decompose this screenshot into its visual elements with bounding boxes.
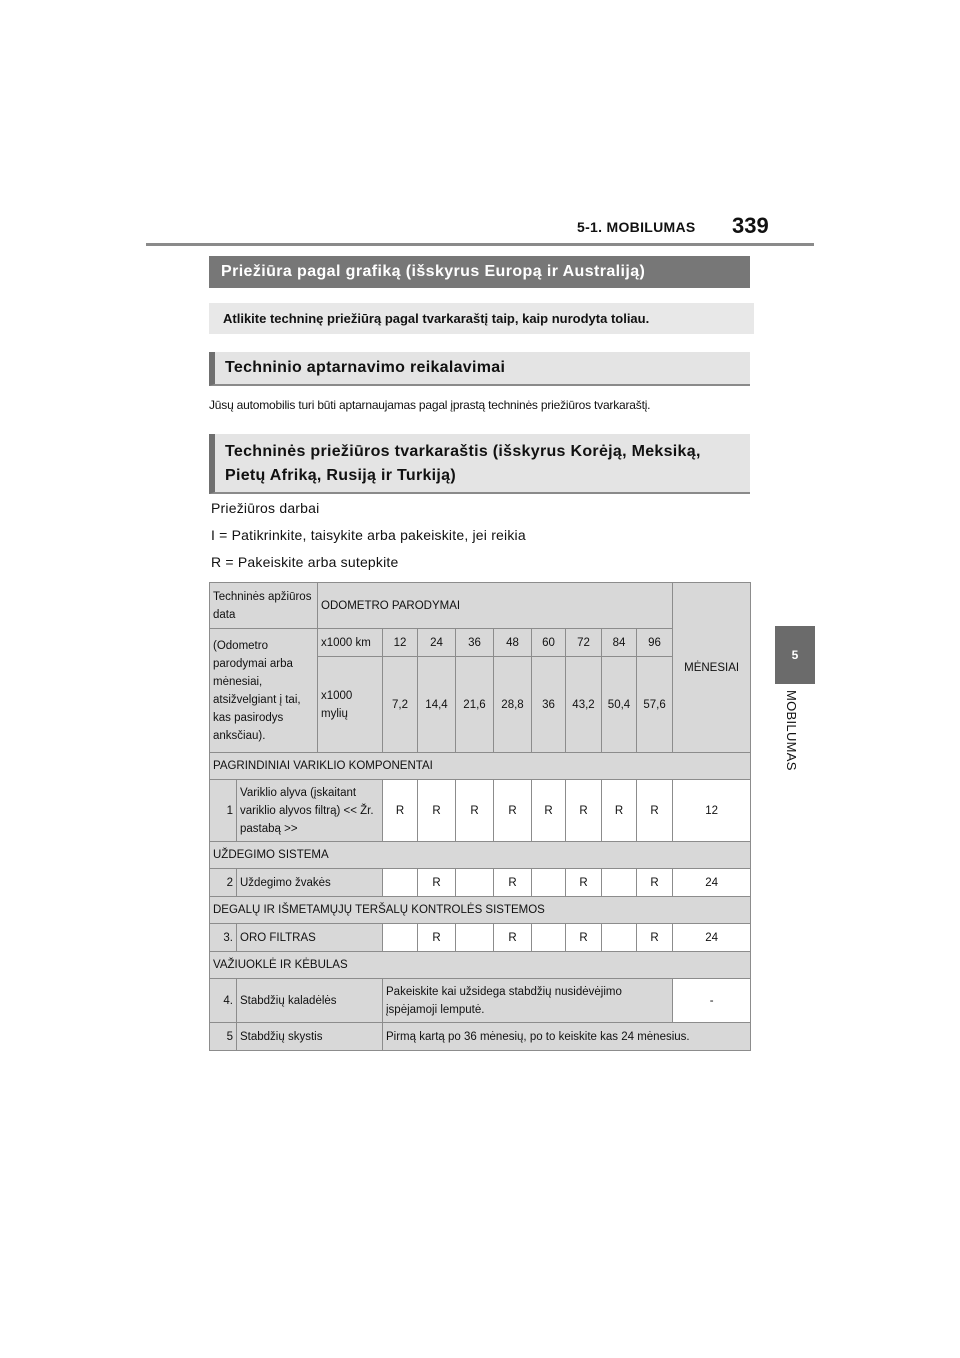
schedule-cell: R [566, 924, 602, 952]
group-header: VAŽIUOKLĖ IR KĖBULAS [210, 952, 751, 979]
schedule-heading-line1: Techninės priežiūros tvarkaraštis (išskyrus Korėją, Meksiką, [225, 443, 701, 460]
intro-note: Atlikite techninę priežiūrą pagal tvarkaraštį taip, kaip nurodyta toliau. [209, 303, 754, 334]
km-cell: 48 [494, 629, 532, 657]
chapter-side-label [776, 690, 816, 790]
section-heading-schedule [209, 434, 750, 494]
schedule-cell: R [418, 924, 456, 952]
miles-cell: 21,6 [456, 657, 494, 753]
main-banner: Priežiūra pagal grafiką (išskyrus Europą ir Australiją) [209, 256, 750, 288]
schedule-cell: R [456, 780, 494, 842]
months-cell: 24 [673, 924, 751, 952]
miles-cell: 14,4 [418, 657, 456, 753]
km-cell: 60 [532, 629, 566, 657]
km-cell: 96 [637, 629, 673, 657]
schedule-heading-line2: Pietų Afriką, Rusiją ir Turkiją) [225, 467, 456, 484]
item-name: Uždegimo žvakės [237, 869, 383, 897]
schedule-cell [456, 869, 494, 897]
item-number: 1 [210, 780, 237, 842]
months-label-cell: MĖNESIAI [673, 583, 751, 753]
maintenance-schedule-table [209, 582, 751, 1051]
schedule-cell [602, 869, 637, 897]
schedule-cell [383, 924, 418, 952]
km-cell: 84 [602, 629, 637, 657]
months-cell: 24 [673, 869, 751, 897]
miles-cell: 7,2 [383, 657, 418, 753]
item-number: 3. [210, 924, 237, 952]
schedule-cell: R [566, 869, 602, 897]
schedule-cell: R [566, 780, 602, 842]
requirements-text: Jūsų automobilis turi būti aptarnaujamas pagal įprastą techninės priežiūros tvarkaraštį. [209, 398, 651, 412]
schedule-cell [602, 924, 637, 952]
odometer-note-cell: (Odometro parodymai arba mėnesiai, atsižvelgiant į tai, kas pasirodys anksčiau). [210, 629, 318, 753]
schedule-cell [532, 924, 566, 952]
miles-cell: 50,4 [602, 657, 637, 753]
miles-cell: 43,2 [566, 657, 602, 753]
schedule-cell: R [418, 780, 456, 842]
item-instruction: Pakeiskite kai užsidega stabdžių nusidėvėjimo įspėjamoji lemputė. [383, 979, 673, 1023]
schedule-cell: R [494, 869, 532, 897]
item-name: Stabdžių skystis [237, 1023, 383, 1051]
section-heading-requirements: Techninio aptarnavimo reikalavimai [209, 352, 750, 386]
item-name: ORO FILTRAS [237, 924, 383, 952]
schedule-cell: R [532, 780, 566, 842]
item-instruction: Pirmą kartą po 36 mėnesių, po to keiskite kas 24 mėnesius. [383, 1023, 751, 1051]
schedule-cell: R [383, 780, 418, 842]
chapter-label-text: MOBILUMAS [784, 690, 799, 771]
schedule-cell: R [637, 869, 673, 897]
header-rule [146, 243, 814, 246]
schedule-cell [456, 924, 494, 952]
group-header: PAGRINDINIAI VARIKLIO KOMPONENTAI [210, 753, 751, 780]
km-cell: 12 [383, 629, 418, 657]
schedule-cell [532, 869, 566, 897]
months-cell: - [673, 979, 751, 1023]
item-number: 2 [210, 869, 237, 897]
head-label-cell: Techninės apžiūros data [210, 583, 318, 629]
group-header: DEGALŲ IR IŠMETAMŲJŲ TERŠALŲ KONTROLĖS SISTEMOS [210, 897, 751, 924]
legend-title: Priežiūros darbai [211, 500, 320, 516]
months-cell: 12 [673, 780, 751, 842]
schedule-cell: R [637, 780, 673, 842]
schedule-cell: R [418, 869, 456, 897]
schedule-cell: R [494, 780, 532, 842]
schedule-cell: R [494, 924, 532, 952]
schedule-cell: R [637, 924, 673, 952]
page-number: 339 [732, 213, 769, 238]
section-title: 5-1. MOBILUMAS [577, 219, 696, 235]
item-name: Stabdžių kaladėlės [237, 979, 383, 1023]
km-cell: 24 [418, 629, 456, 657]
miles-label-cell: x1000 mylių [318, 657, 383, 753]
miles-cell: 57,6 [637, 657, 673, 753]
km-cell: 72 [566, 629, 602, 657]
km-cell: 36 [456, 629, 494, 657]
item-number: 4. [210, 979, 237, 1023]
chapter-tab[interactable] [775, 626, 815, 684]
schedule-cell [383, 869, 418, 897]
odometer-label-cell: ODOMETRO PARODYMAI [318, 583, 673, 629]
schedule-cell: R [602, 780, 637, 842]
group-header: UŽDEGIMO SISTEMA [210, 842, 751, 869]
km-label-cell: x1000 km [318, 629, 383, 657]
item-number: 5 [210, 1023, 237, 1051]
chapter-number: 5 [791, 648, 799, 662]
miles-cell: 28,8 [494, 657, 532, 753]
item-name: Variklio alyva (įskaitant variklio alyvos filtrą) << Žr. pastabą >> [237, 780, 383, 842]
legend-i: I = Patikrinkite, taisykite arba pakeiskite, jei reikia [211, 527, 526, 543]
miles-cell: 36 [532, 657, 566, 753]
legend-r: R = Pakeiskite arba sutepkite [211, 554, 399, 570]
